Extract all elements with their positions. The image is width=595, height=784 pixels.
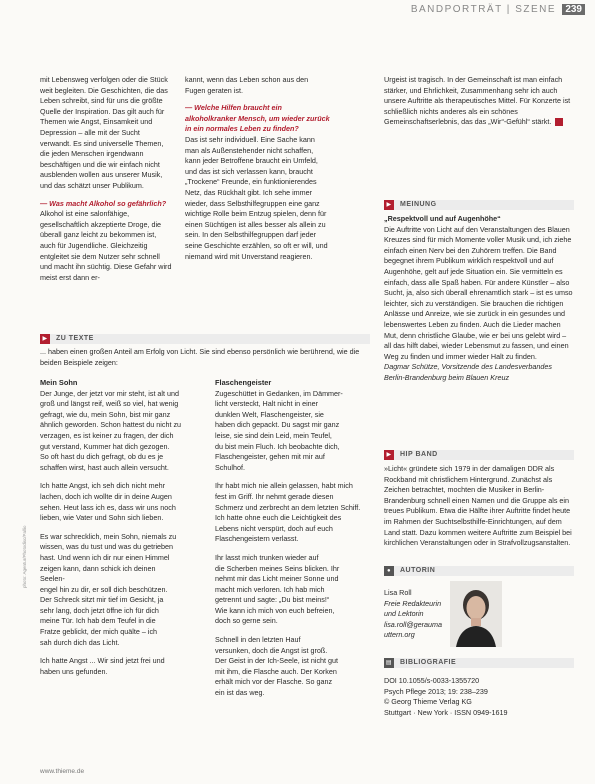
- zu-texte-section-bar: [40, 334, 370, 344]
- section-label: MEINUNG: [400, 201, 437, 208]
- poem-line: Ich hatte ohne euch die Leichtigkeit des: [215, 513, 342, 523]
- poem-line: Ich hatte Angst, ich seh dich nicht mehr: [40, 481, 166, 491]
- poem-line: haben uns gefunden.: [40, 666, 108, 676]
- poem-title: Flaschengeister: [215, 378, 272, 387]
- running-header: [411, 4, 585, 15]
- poem-title: Mein Sohn: [40, 378, 78, 387]
- poem-mein-sohn: [40, 370, 182, 677]
- bib-line: © Georg Thieme Verlag KG: [384, 697, 472, 707]
- poem-line: Der Schreck sitzt mir tief im Gesicht, ja: [40, 595, 164, 605]
- poem-stanza: [215, 553, 375, 627]
- poem-stanza: [215, 389, 375, 474]
- poem-line: leise, sie sind dein Leid, mein Teufel,: [215, 430, 332, 440]
- interview-column-1: [40, 75, 172, 283]
- poem-line: Schnell in den letzten Hauf: [215, 635, 301, 645]
- poem-line: dunklen Welt, Flaschengeister, sie: [215, 409, 324, 419]
- hip-band-box: [384, 464, 574, 549]
- bib-line: Stuttgart · New York · ISSN 0949-1619: [384, 707, 508, 717]
- zu-texte-intro: [40, 347, 370, 368]
- poem-stanza: [215, 481, 375, 545]
- meinung-box: [384, 214, 574, 384]
- interview-column-3: [384, 75, 574, 128]
- poem-line: du bist mein Fluch. Ich beobachte dich,: [215, 441, 340, 451]
- poem-line: gut verstand, Kummer hat dich gezogen.: [40, 441, 170, 451]
- poem-stanza: [215, 635, 375, 699]
- autorin-section-bar: [384, 566, 574, 576]
- section-label: AUTORIN: [400, 567, 436, 574]
- author-portrait-icon: [450, 581, 502, 647]
- paragraph: [384, 75, 574, 128]
- interview-question: — Welche Hilfen braucht ein alkoholkranker Mensch, um wieder zurück in ein normales Leben zu finden?: [185, 103, 330, 134]
- poem-stanza: [40, 656, 182, 677]
- poem-line: licht versteckt, Halt nicht in einer: [215, 399, 319, 409]
- meinung-text: Die Auftritte von Licht auf den Veranstaltungen des Blauen Kreuzes sind für mich Momente voller Musik und, ich ziehe einfach einen Nerv bei den Zuhörern treffen. Die Band begegnet ihrem Publikum wirklich respektvoll und auf Augenhöhe, gelt auf jede Situation ein. Sie vermitteln es einfach, dass alle Spaß haben. Für andere Künstler – also Sucht, ja, also sich überall ehrenamtlich stark – ist es umso leichter, sich zu verständigen. Sie brauchen die richtigen Anlässe und Anreize, wie sie zurück in ein gesundes und lebenswertes Leben zu finden. Auch die Lieder machen Mut, denn christliche Glaube, wie er bei uns gelebt wird – all das hilft dabei, wieder Lebensmut zu fassen, und einen Weg zu finden und immer wieder Halt zu finden.: [384, 224, 573, 361]
- person-icon: ●: [384, 566, 394, 576]
- poem-flaschengeister: [215, 370, 375, 699]
- arrow-icon: ▶: [384, 450, 394, 460]
- poem-line: Flaschengeistern verlasst.: [215, 534, 299, 544]
- poem-line: wissen, was du tust und was du getrieben: [40, 542, 174, 552]
- interview-answer: Alkohol ist eine salonfähige, gesellschaftlich akzeptierte Droge, die überall ganz leicht zu bekommen ist, auch für Jugendliche. Gleichzeitig entgleitet sie dem Nutzer sehr schnell und macht ihn süchtig. Diese Gefahr wird meist erst dann er-: [40, 209, 172, 282]
- poem-line: sehr lang, doch jetzt öffne ich für dich: [40, 605, 159, 615]
- poem-stanza: [40, 389, 182, 474]
- poem-line: So oft hast du dich gefragt, ob du es je: [40, 452, 164, 462]
- poem-line: lieben, wie Vater und Sohn sich lieben.: [40, 513, 164, 523]
- meinung-title: „Respektvoll und auf Augenhöhe“: [384, 214, 501, 223]
- poem-line: schaffen wirst, hast auch allein versucht.: [40, 462, 169, 472]
- poem-line: lachen, doch ich wollte dir in deine Augen: [40, 491, 172, 501]
- photo-credit: photo: Agentur/Photodisc/Pallio: [22, 525, 27, 588]
- interview-question: — Was macht Alkohol so gefährlich?: [40, 198, 167, 208]
- poem-line: mit ihm, die Flasche auch. Der Korken: [215, 666, 337, 676]
- footer-url[interactable]: www.thieme.de: [40, 768, 85, 775]
- poem-line: Wie kann ich mich von euch befreien,: [215, 605, 335, 615]
- bibliografie-box: [384, 676, 574, 718]
- poem-line: hast. Und wenn ich dir nur einen Himmel: [40, 552, 170, 562]
- arrow-icon: ▶: [40, 334, 50, 344]
- bib-line: Psych Pflege 2013; 19: 238–239: [384, 686, 488, 696]
- paragraph: mit Lebensweg verfolgen oder die Stück weit begleiten. Die Geschichten, die das Leben schreibt, sind für uns die größte Quelle der Inspiration. Das gilt auch für Themen wie Angst, Einsamkeit und Depression – alle mit der Sucht verwandt. Es sind universelle Themen, die jeden Menschen irgendwann beschäftigen und die wir einfach nicht ausblenden wollen aus unserer Musik, und das schätzt unser Publikum.: [40, 75, 168, 190]
- poem-line: meine Tür. Ich hab dem Teufel in die: [40, 616, 156, 626]
- page-number: 239: [562, 4, 585, 15]
- poem-line: Es war schrecklich, mein Sohn, niemals zu: [40, 531, 177, 541]
- autorin-info: [384, 588, 446, 641]
- section-label: BIBLIOGRAFIE: [400, 659, 457, 666]
- section-label: HIP BAND: [400, 451, 438, 458]
- hip-band-text: »Licht« gründete sich 1979 in der damaligen DDR als Rockband mit christlichem Hintergrund. Zunächst als Zeichen betrachtet, mochten die Musiker in Berlin-Brandenburg schnell einen Namen und die Gruppe als ein treues Publikum. Etwa die Hälfte ihrer Auftritte findet heute im Rahmen der Suchtselbsthilfe-Einrichtungen, auf dem Land statt. Dazu kommen weitere Auftritte zum Beispiel bei kirchlichen Veranstaltungen oder in Strafvollzugsanstalten.: [384, 464, 572, 548]
- poem-line: die Scherben meines Seins blicken. Ihr: [215, 563, 340, 573]
- interview-answer: Das ist sehr individuell. Eine Sache kann man als Außenstehender nicht schaffen, kann jeder Betroffene braucht ein Umfeld, und das ist sich verlassen kann, braucht „Trockene“ Freunde, ein funktionierendes Netz, das Rückhalt gibt. Ich sehe immer wieder, dass Selbsthilfegruppen eine ganz wichtige Rolle beim Entzug spielen, denn für einen Süchtigen ist alles besser als allein zu sein. In den Selbsthilfegruppen darf jeder seine Geschichte erzählen, so oft er will, und niemand wird mit Unverstand reagieren.: [185, 134, 328, 261]
- poem-line: Der Geist in der Ich-Seele, ist nicht gut: [215, 656, 339, 666]
- header-separator: |: [506, 4, 511, 15]
- poem-line: ähnlich geworden. Schon hattest du nicht zu: [40, 420, 182, 430]
- poem-stanza: [40, 532, 182, 649]
- poem-line: Ihr lasst mich trunken wieder auf: [215, 552, 319, 562]
- poem-line: nehmt mir das Licht meiner Sonne und: [215, 574, 339, 584]
- intro-text: ... haben einen großen Anteil am Erfolg von Licht. Sie sind ebenso persönlich wie berührend, wie die beiden Beispiele zeigen:: [40, 347, 360, 367]
- bibliografie-section-bar: [384, 658, 574, 668]
- header-band: BANDPORTRÄT: [410, 4, 503, 15]
- poem-line: getrennt und sagte: „Du bist meins!“: [215, 595, 330, 605]
- poem-line: Der Junge, der jetzt vor mir steht, ist alt und: [40, 388, 180, 398]
- poem-line: groß und längst reif, weiß so viel, hat wenig: [40, 399, 179, 409]
- poem-line: macht mich verloren. Ich hab mich: [215, 584, 325, 594]
- poem-line: gefragt, wie du, mein Sohn, bist mir ganz: [40, 409, 171, 419]
- paragraph-text: Urgeist ist tragisch. In der Gemeinschaft ist man einfach stärker, und Ehrlichkeit, Zusammenhang sehr ich auch unsere Auftritte als therapeutisches Mittel. Für Konzerte ist schließlich nichts anderes als ein schönes Gemeinschaftserlebnis, das das „Wir“-Gefühl“ stärkt.: [384, 75, 571, 127]
- end-square-icon: [555, 118, 563, 126]
- poem-line: haben dich gepackt. Du sagst mir ganz: [215, 420, 340, 430]
- author-role: Freie Redakteurin und Lektorin: [384, 598, 442, 619]
- poem-line: erhält mich vor der Flasche. So ganz: [215, 677, 333, 687]
- author-photo: [450, 581, 502, 647]
- poem-line: Schulhof.: [215, 462, 245, 472]
- poem-line: fest im Griff. Ihr nehmt gerade diesen: [215, 491, 334, 501]
- paragraph: kannt, wenn das Leben schon aus den Fugen geraten ist.: [185, 75, 309, 95]
- poem-line: sah durch dich das Licht.: [40, 637, 120, 647]
- poem-line: Fratze geblickt, der mich quälte – ich: [40, 627, 158, 637]
- poem-line: ein ist das weg.: [215, 688, 265, 698]
- poem-line: zeigen kann, dann schick ich deinen Seelen-: [40, 563, 156, 584]
- poem-stanza: [40, 481, 182, 523]
- author-name: Lisa Roll: [384, 588, 412, 597]
- hip-band-section-bar: [384, 450, 574, 460]
- book-icon: ▤: [385, 660, 393, 666]
- poem-line: Zugeschüttet in Gedanken, im Dämmer-: [215, 388, 343, 398]
- meinung-signature: Dagmar Schütze, Vorsitzende des Landesverbandes Berlin-Brandenburg beim Blauen Kreuz: [384, 362, 552, 382]
- arrow-icon: ▶: [384, 200, 394, 210]
- interview-column-2: [185, 75, 330, 262]
- poem-line: verzagen, es ist keiner zu fragen, der dich: [40, 430, 174, 440]
- poem-line: sehen. Heut lass ich es, dass wir uns noch: [40, 502, 176, 512]
- poem-line: versunken, doch die Angst ist groß.: [215, 645, 328, 655]
- poem-line: doch so gerne sein.: [215, 616, 278, 626]
- poem-line: Lebens nicht verspürt, doch auf euch: [215, 523, 333, 533]
- section-label: ZU TEXTE: [56, 335, 94, 342]
- header-section: SZENE: [515, 4, 557, 15]
- poem-line: Schmerz und zerbrecht an dem letzten Schiff.: [215, 502, 361, 512]
- poem-line: Flaschengeister, gehen mit mir auf: [215, 452, 325, 462]
- poem-line: Ich hatte Angst ... Wir sind jetzt frei und: [40, 656, 165, 666]
- meinung-section-bar: [384, 200, 574, 210]
- poem-line: Ihr habt mich nie allein gelassen, habt mich: [215, 481, 353, 491]
- bib-line: DOI 10.1055/s-0033-1355720: [384, 676, 480, 685]
- author-email[interactable]: lisa.roll@geraumauttern.org: [384, 619, 443, 640]
- poem-line: engel hin zu dir, er soll dich beschützen.: [40, 584, 168, 594]
